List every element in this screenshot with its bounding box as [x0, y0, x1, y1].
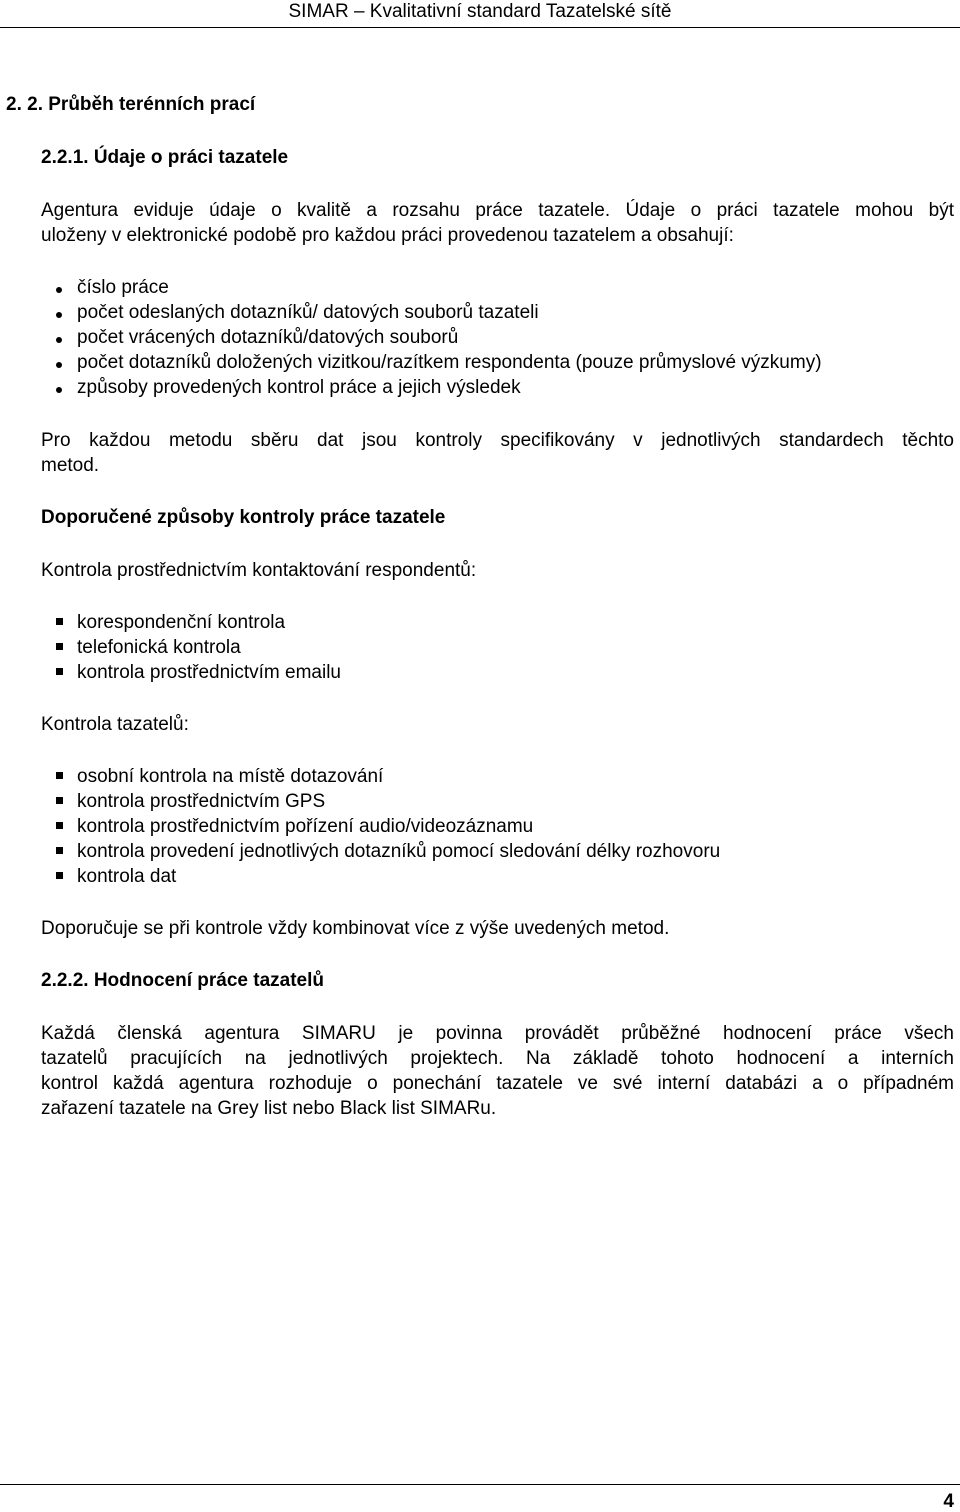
bullet-square-icon [56, 872, 63, 879]
list-item: kontrola prostřednictvím pořízení audio/videozáznamu [77, 816, 534, 837]
list-item: číslo práce [77, 277, 169, 298]
list-item: telefonická kontrola [77, 637, 241, 658]
recommended-methods-heading: Doporučené způsoby kontroly práce tazatele [41, 507, 446, 528]
bullet-dot-icon [56, 337, 62, 343]
bullet-dot-icon [56, 287, 62, 293]
page-header-title: SIMAR – Kvalitativní standard Tazatelské sítě [288, 1, 672, 22]
list-item: kontrola prostřednictvím GPS [77, 791, 326, 812]
bullet-square-icon [56, 643, 63, 650]
interviewer-control-label: Kontrola tazatelů: [41, 714, 189, 735]
list-item: kontrola provedení jednotlivých dotazníků pomocí sledování délky rozhovoru [77, 841, 721, 862]
recommendation-text: Doporučuje se při kontrole vždy kombinovat více z výše uvedených metod. [41, 918, 670, 939]
intro-paragraph-line-2: uloženy v elektronické podobě pro každou práci provedenou tazatelem a obsahují: [41, 225, 734, 246]
evaluation-paragraph-line-2: tazatelů pracujících na jednotlivých projektech. Na základě tohoto hodnocení a interních [41, 1048, 954, 1069]
evaluation-paragraph-line-4: zařazení tazatele na Grey list nebo Black list SIMARu. [41, 1098, 497, 1119]
list-item: korespondenční kontrola [77, 612, 286, 633]
subsection-heading-2-2-1: 2.2.1. Údaje o práci tazatele [41, 147, 289, 168]
evaluation-paragraph-line-1: Každá členská agentura SIMARU je povinna provádět průběžné hodnocení práce všech [41, 1023, 954, 1044]
bullet-square-icon [56, 822, 63, 829]
bullet-square-icon [56, 797, 63, 804]
evaluation-paragraph-line-3: kontrol každá agentura rozhoduje o ponechání tazatele ve své interní databázi a o případném [41, 1073, 954, 1094]
list-item: způsoby provedených kontrol práce a jejich výsledek [77, 377, 521, 398]
list-item: osobní kontrola na místě dotazování [77, 766, 384, 787]
bullet-square-icon [56, 618, 63, 625]
list-item: počet dotazníků doložených vizitkou/razítkem respondenta (pouze průmyslové výzkumy) [77, 352, 822, 373]
page-number: 4 [943, 1491, 954, 1512]
note-paragraph-line-1: Pro každou metodu sběru dat jsou kontroly specifikovány v jednotlivých standardech těchto [41, 430, 954, 451]
respondent-control-label: Kontrola prostřednictvím kontaktování respondentů: [41, 560, 477, 581]
header-divider [0, 27, 960, 28]
subsection-heading-2-2-2: 2.2.2. Hodnocení práce tazatelů [41, 970, 324, 991]
bullet-dot-icon [56, 312, 62, 318]
list-item: počet vrácených dotazníků/datových souborů [77, 327, 459, 348]
footer-divider [0, 1484, 960, 1485]
bullet-dot-icon [56, 362, 62, 368]
bullet-dot-icon [56, 387, 62, 393]
list-item: kontrola dat [77, 866, 177, 887]
intro-paragraph-line-1: Agentura eviduje údaje o kvalitě a rozsahu práce tazatele. Údaje o práci tazatele mohou být [41, 200, 954, 221]
list-item: kontrola prostřednictvím emailu [77, 662, 341, 683]
bullet-square-icon [56, 847, 63, 854]
section-heading: 2. 2. Průběh terénních prací [6, 94, 256, 115]
bullet-square-icon [56, 772, 63, 779]
list-item: počet odeslaných dotazníků/ datových souborů tazateli [77, 302, 539, 323]
bullet-square-icon [56, 668, 63, 675]
note-paragraph-line-2: metod. [41, 455, 100, 476]
